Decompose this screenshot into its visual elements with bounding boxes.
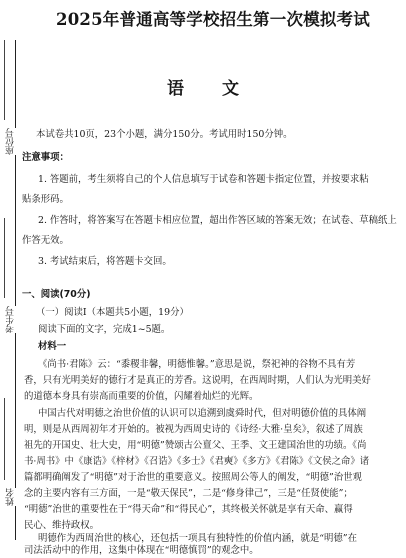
reading-instruction: 阅读下面的文字，完成1~5题。 — [38, 324, 171, 335]
note-1-line-1: 1. 答题前，考生须将自己的个人信息填写于试卷和答题卡指定位置，并按要求粘 — [38, 174, 369, 185]
exam-title: 2025年普通高等学校招生第一次模拟考试 — [56, 10, 370, 29]
subsection-heading: （一）阅读Ⅰ（本题共5小题，19分） — [36, 307, 189, 318]
passage-line: 明，则是从西周初年才开始的。被视为西周史诗的《诗经·大雅·皇矣》，叙述了周族 — [24, 424, 363, 435]
passage-line: 的道德本身具有崇高而重要的价值，闪耀着灿烂的光辉。 — [24, 391, 259, 402]
note-3: 3. 考试结束后，将答题卡交回。 — [38, 256, 172, 267]
subject-title: 语 文 — [167, 79, 255, 99]
passage-line: 《尚书·君陈》云：“黍稷非馨，明德惟馨。”意思是说，祭祀神的谷物不具有芳 — [38, 359, 356, 370]
passage-line: 祖先的开国史、壮大史，用“明德”赞颂古公亶父、王季、文王建国治世的功绩。《尚 — [24, 440, 367, 451]
note-2-line-2: 作答无效。 — [22, 235, 69, 246]
passage-line: 明德作为西周治世的核心，还包括一项具有独特性的价值内涵，就是“明德”在 — [38, 533, 357, 544]
exam-intro: 本试卷共10页，23个小题，满分150分。考试用时150分钟。 — [36, 129, 293, 140]
passage-line: 司法活动中的作用，这集中体现在“明德慎罚”的观念中。 — [24, 545, 259, 556]
passage-line: 民心、维持政权。 — [24, 520, 100, 531]
name-field — [0, 488, 22, 506]
seat-number-field — [0, 128, 22, 155]
section-heading: 一、阅读(70分) — [22, 289, 91, 300]
passage-line: 念的主要内容有三方面，一是“敬天保民”，二是“修身律己”，三是“任贤使能”； — [24, 488, 353, 499]
seat-number-label: 座位号 — [5, 128, 16, 155]
name-blank — [4, 398, 5, 480]
passage-line: “明德”治世的重要性在于“得天命”和“得民心”，其终极关怀就是享有天命、赢得 — [24, 504, 353, 515]
name-label: 姓名 — [5, 488, 16, 506]
passage-line: 篇都明确阐发了“明德”对于治世的重要意义。按照周公等人的阐发，“明德”治世观 — [24, 472, 362, 483]
exam-number-field — [0, 306, 22, 333]
passage-line: 中国古代对明德之治世价值的认识可以追溯到虞舜时代，但对明德价值的具体阐 — [38, 408, 367, 419]
exam-number-label: 考生号 — [5, 306, 16, 333]
notes-heading: 注意事项： — [22, 152, 69, 163]
note-2-line-1: 2. 作答时，将答案写在答题卡相应位置，超出作答区域的答案无效；在试卷、草稿纸上 — [38, 215, 397, 226]
passage-line: 书·周书》中《康诰》《梓材》《召诰》《多士》《君奭》《多方》《君陈》《文侯之命》诸 — [24, 456, 370, 467]
note-1-line-2: 贴条形码。 — [22, 194, 69, 205]
passage-line: 香，只有光明美好的德行才是真正的芳香。这说明，在西周时期，人们认为光明美好 — [24, 375, 371, 386]
material-label: 材料一 — [38, 341, 67, 352]
binding-line — [15, 40, 16, 540]
exam-number-blank — [4, 218, 5, 298]
